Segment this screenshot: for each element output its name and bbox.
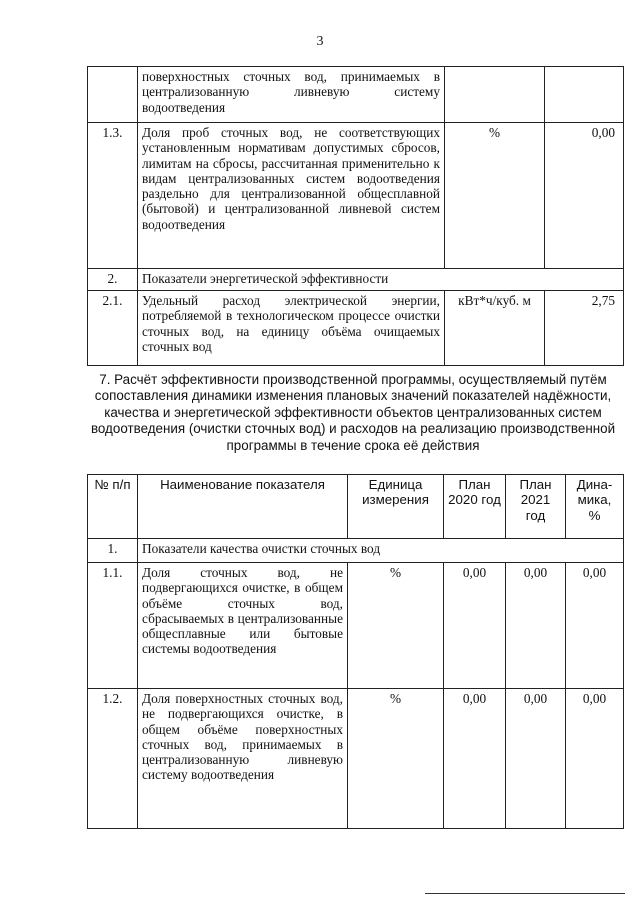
section-name: Показатели энергетической эффективности bbox=[138, 269, 624, 291]
unit: % bbox=[445, 123, 545, 269]
row-number: 2.1. bbox=[88, 291, 138, 366]
indicator-name: поверхностных сточных вод, принимаемых в централизованную ливневую систему водоотведения bbox=[138, 67, 445, 123]
table-row bbox=[88, 539, 624, 563]
value bbox=[545, 67, 624, 123]
unit: % bbox=[348, 563, 444, 689]
plan-2020-value: 0,00 bbox=[444, 563, 506, 689]
plan-2020-value: 0,00 bbox=[444, 689, 506, 829]
row-number: 2. bbox=[88, 269, 138, 291]
section-name: Показатели качества очистки сточных вод bbox=[138, 539, 624, 563]
indicator-name: Доля сточных вод, не подвергающихся очистке, в общем объёме сточных вод, сбрасываемых в централизованные общесплавные или бытовые системы водоотведения bbox=[138, 563, 348, 689]
value: 2,75 bbox=[545, 291, 624, 366]
unit: % bbox=[348, 689, 444, 829]
table-row bbox=[88, 269, 624, 291]
efficiency-table bbox=[87, 474, 624, 829]
section-heading: 7. Расчёт эффективности производственной программы, осуществляемый путём сопоставления динамики изменения плановых значений показателей надёжности, качества и энергетической эффективности объектов централизованных систем водоотведения (очистки сточных вод) и расходов на реализацию производственной программы в течение срока её действия bbox=[90, 372, 616, 453]
indicator-name: Доля поверхностных сточных вод, не подвергающихся очистке, в общем объёме поверхностных сточных вод, принимаемых в централизованную ливневую систему водоотведения bbox=[138, 689, 348, 829]
header-name: Наименование показателя bbox=[138, 475, 348, 539]
value: 0,00 bbox=[545, 123, 624, 269]
table-row bbox=[88, 291, 624, 366]
table-row bbox=[88, 67, 624, 123]
footer-line bbox=[425, 893, 625, 894]
plan-2021-value: 0,00 bbox=[506, 563, 566, 689]
table-row bbox=[88, 123, 624, 269]
table-header-row bbox=[88, 475, 624, 539]
table-row bbox=[88, 689, 624, 829]
row-number: 1.2. bbox=[88, 689, 138, 829]
indicator-name: Доля проб сточных вод, не соответствующих установленным нормативам допустимых сбросов, лимитам на сбросы, рассчитанная применительно к видам централизованных систем водоотведения раздельно для централизованной общесплавной (бытовой) и централизованной ливневой систем водоотведения bbox=[138, 123, 445, 269]
row-number: 1.3. bbox=[88, 123, 138, 269]
row-number: 1.1. bbox=[88, 563, 138, 689]
dynamics-value: 0,00 bbox=[566, 563, 624, 689]
table-row bbox=[88, 563, 624, 689]
plan-2021-value: 0,00 bbox=[506, 689, 566, 829]
header-plan-2020: План 2020 год bbox=[444, 475, 506, 539]
dynamics-value: 0,00 bbox=[566, 689, 624, 829]
indicator-name: Удельный расход электрической энергии, потребляемой в технологическом процессе очистки сточных вод, на единицу объёма очищаемых сточных вод bbox=[138, 291, 445, 366]
indicators-table-continued bbox=[87, 66, 624, 366]
unit: кВт*ч/куб. м bbox=[445, 291, 545, 366]
header-dynamics: Дина-мика, % bbox=[566, 475, 624, 539]
header-plan-2021: План 2021 год bbox=[506, 475, 566, 539]
page-number: 3 bbox=[316, 34, 324, 49]
row-number: 1. bbox=[88, 539, 138, 563]
row-number bbox=[88, 67, 138, 123]
header-num: № п/п bbox=[88, 475, 138, 539]
header-unit: Единица измерения bbox=[348, 475, 444, 539]
unit bbox=[445, 67, 545, 123]
